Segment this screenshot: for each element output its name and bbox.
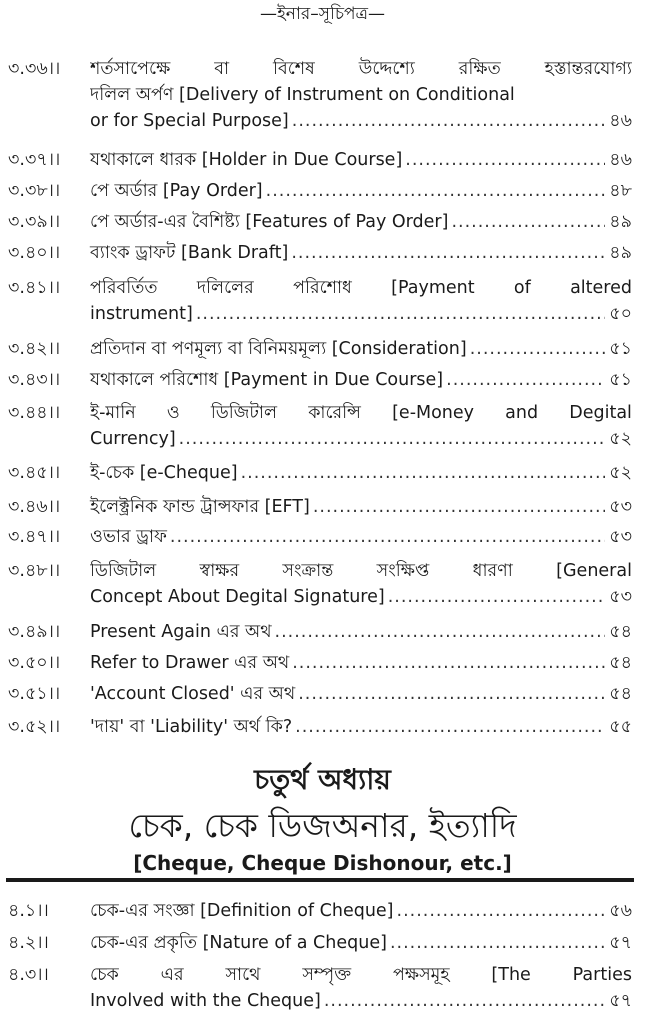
toc-entry-number: ৩.৪০।। [8,243,61,263]
toc-entry[interactable] [8,898,632,924]
toc-entry-last-line [90,898,632,924]
word: ও [166,403,180,423]
chapter-subtitle: চেক, চেক ডিজঅনার, ইত্যাদি [128,806,517,845]
toc-entry-title: ব্যাংক ড্রাফট [Bank Draft] [90,243,289,263]
toc-entry-title-line [90,558,632,584]
word: কারেন্সি [308,403,361,423]
toc-entry-number: ৩.৩৮।। [8,181,61,201]
word: [Payment [391,278,475,298]
dot-leader [313,494,605,520]
toc-entry-last-line [90,988,632,1014]
toc-entry-number: ৪.৩।। [8,965,49,985]
toc-entry-title-line [90,275,632,301]
toc-entry-title: Refer to Drawer এর অথ [90,653,290,673]
toc-entry-title: 'দায়' বা 'Liability' অর্থ কি? [90,717,293,737]
toc-entry[interactable] [8,56,632,134]
dot-leader [179,426,606,452]
toc-page-number: ৫০ [609,304,632,324]
toc-entry-number: ৪.২।। [8,933,49,953]
toc-entry-last-line [90,494,632,520]
toc-entry-last-line [90,524,632,550]
toc-entry-last-line [90,426,632,452]
toc-entry-title: প্রতিদান বা পণমূল্য বা বিনিময়মূল্য [Consideration] [90,339,467,359]
toc-page-number: ৫২ [609,429,632,449]
dot-leader [295,714,605,740]
toc-entry-number: ৩.৫০।। [8,653,61,673]
dot-leader [446,367,605,393]
toc-entry-last-line [90,584,632,610]
dot-leader [451,209,605,235]
toc-page-number: ৫৫ [609,717,632,737]
toc-entry[interactable] [8,524,632,550]
toc-entry[interactable] [8,178,632,204]
word: ই-মানি [90,403,136,423]
toc-entry-last-line [90,714,632,740]
toc-entry-last-line [90,930,632,956]
toc-entry-last-line [90,209,632,235]
toc-entry-last-line [90,147,632,173]
toc-entry-title-line [90,962,632,988]
dot-leader [291,240,605,266]
toc-entry-number: ৩.৪৭।। [8,527,61,547]
toc-entry-last-line [90,178,632,204]
toc-entry[interactable] [8,962,632,1014]
toc-entry[interactable] [8,460,632,486]
word: হস্তান্তরযোগ্য [544,59,632,79]
toc-entry-number: ৩.৪৫।। [8,463,61,483]
dot-leader [196,301,605,327]
dot-leader [292,650,605,676]
toc-page-number: ৫৭ [609,933,632,953]
toc-entry[interactable] [8,367,632,393]
toc-entry-last-line [90,336,632,362]
toc-entry-title-line: দলিল অর্পণ [Delivery of Instrument on Conditional [90,85,515,105]
word: সংক্রান্ত [282,561,334,581]
chapter-divider [6,878,634,882]
word: [The [491,965,531,985]
word: সংক্ষিপ্ত [376,561,430,581]
toc-entry-number: ৩.৪৮।। [8,561,61,581]
toc-entry-title: ই-চেক [e-Cheque] [90,463,238,483]
toc-entry-number: ৩.৪৩।। [8,370,61,390]
toc-entry-last-line [90,681,632,707]
toc-entry-last-line [90,367,632,393]
word: পরিবর্তিত [90,278,158,298]
word: ডিজিটাল [210,403,278,423]
word: চেক [90,965,119,985]
toc-entry-number: ৩.৩৭।। [8,150,61,170]
word: [General [556,561,632,581]
toc-entry-number: ৩.৩৯।। [8,212,61,232]
word: Degital [569,403,632,423]
toc-entry-title: ওভার ড্রাফ [90,527,167,547]
toc-entry-title: Present Again এর অথ [90,622,272,642]
toc-entry-title: চেক-এর প্রকৃতি [Nature of a Cheque] [90,933,387,953]
word: বা [214,59,230,79]
dot-leader [266,178,606,204]
word: এর [160,965,184,985]
toc-entry[interactable] [8,619,632,645]
word: পক্ষসমূহ [393,965,450,985]
toc-page-number: ৫২ [609,463,632,483]
toc-entry[interactable] [8,558,632,610]
dot-leader [170,524,605,550]
dot-leader [275,619,606,645]
toc-page-number: ৫১ [609,339,632,359]
toc-page-number: ৫৪ [609,653,632,673]
dot-leader [388,584,606,610]
toc-page-number: ৫৪ [609,622,632,642]
toc-entry-title: পে অর্ডার [Pay Order] [90,181,263,201]
toc-entry-title: Concept About Degital Signature] [90,587,385,607]
toc-entry-number: ৩.৪১।। [8,278,61,298]
toc-entry-number: ৩.৪২।। [8,339,61,359]
toc-entry[interactable] [8,147,632,173]
toc-page-number: ৫৪ [609,684,632,704]
chapter-title: চতুর্থ অধ্যায় [254,763,391,796]
word: রক্ষিত [458,59,501,79]
dot-leader [405,147,605,173]
running-header: —ইনার–সূচিপত্র— [259,4,386,24]
toc-entry-title: পে অর্ডার-এর বৈশিষ্ট্য [Features of Pay Order] [90,212,449,232]
toc-entry-last-line [90,301,632,327]
toc-entry-title: 'Account Closed' এর অথ [90,684,296,704]
toc-entry-number: ৩.৪৬।। [8,497,61,517]
dot-leader [470,336,606,362]
toc-entry[interactable] [8,336,632,362]
word: সাথে [225,965,261,985]
word: ডিজিটাল [90,561,157,581]
toc-entry[interactable] [8,930,632,956]
word: altered [570,278,632,298]
word: of [513,278,531,298]
toc-entry[interactable] [8,494,632,520]
dot-leader [298,681,605,707]
word: শর্তসাপেক্ষে [90,59,171,79]
toc-entry-title: Currency] [90,429,176,449]
toc-entry[interactable] [8,681,632,707]
toc-entry-number: ৩.৪৪।। [8,403,61,423]
toc-entry-title: instrument] [90,304,193,324]
word: উদ্দেশ্যে [358,59,415,79]
word: দলিলের [196,278,254,298]
dot-leader [292,108,606,134]
word: Parties [572,965,632,985]
toc-entry-title: or for Special Purpose] [90,111,289,131]
toc-page-number: ৫১ [609,370,632,390]
word: বিশেষ [272,59,315,79]
toc-page-number: ৪৬ [609,150,632,170]
toc-page-number: ৫৬ [609,901,632,921]
chapter-english-title: [Cheque, Cheque Dishonour, etc.] [133,851,512,875]
toc-entry[interactable] [8,714,632,740]
toc-entry-title: চেক-এর সংজ্ঞা [Definition of Cheque] [90,901,394,921]
toc-entry-title: যথাকালে ধারক [Holder in Due Course] [90,150,403,170]
toc-entry-last-line [90,650,632,676]
toc-page-number: ৫৩ [609,497,632,517]
toc-entry-number: ৩.৫১।। [8,684,61,704]
toc-entry[interactable] [8,650,632,676]
toc-page-number: ৫৩ [609,587,632,607]
word: [e-Money [392,403,475,423]
toc-page-number: ৪৮ [609,181,632,201]
toc-entry-number: ৩.৫২।। [8,717,61,737]
word: পরিশোধ [293,278,352,298]
toc-entry[interactable] [8,209,632,235]
word: সম্পৃক্ত [302,965,352,985]
toc-entry-title-line [90,56,632,82]
toc-page-number: ৪৯ [609,243,632,263]
dot-leader [397,898,606,924]
dot-leader [324,988,605,1014]
toc-entry-last-line [90,240,632,266]
toc-entry[interactable] [8,400,632,452]
toc-entry[interactable] [8,240,632,266]
toc-entry[interactable] [8,275,632,327]
toc-entry-number: ৩.৪৯।। [8,622,61,642]
dot-leader [241,460,606,486]
toc-page-number: ৫৭ [609,991,632,1011]
toc-entry-last-line [90,619,632,645]
dot-leader [390,930,605,956]
toc-entry-last-line [90,460,632,486]
toc-entry-title: যথাকালে পরিশোধ [Payment in Due Course] [90,370,444,390]
toc-entry-last-line [90,108,632,134]
toc-entry-title-line [90,400,632,426]
word: and [505,403,539,423]
toc-entry-title: ইলেক্ট্রনিক ফান্ড ট্রান্সফার [EFT] [90,497,310,517]
toc-page-number: ৪৯ [609,212,632,232]
toc-entry-number: ৪.১।। [8,901,49,921]
word: স্বাক্ষর [199,561,240,581]
toc-entry-title: Involved with the Cheque] [90,991,321,1011]
toc-page-number: ৪৬ [609,111,632,131]
toc-entry-number: ৩.৩৬।। [8,59,61,79]
word: ধারণা [472,561,513,581]
toc-page-number: ৫৩ [609,527,632,547]
